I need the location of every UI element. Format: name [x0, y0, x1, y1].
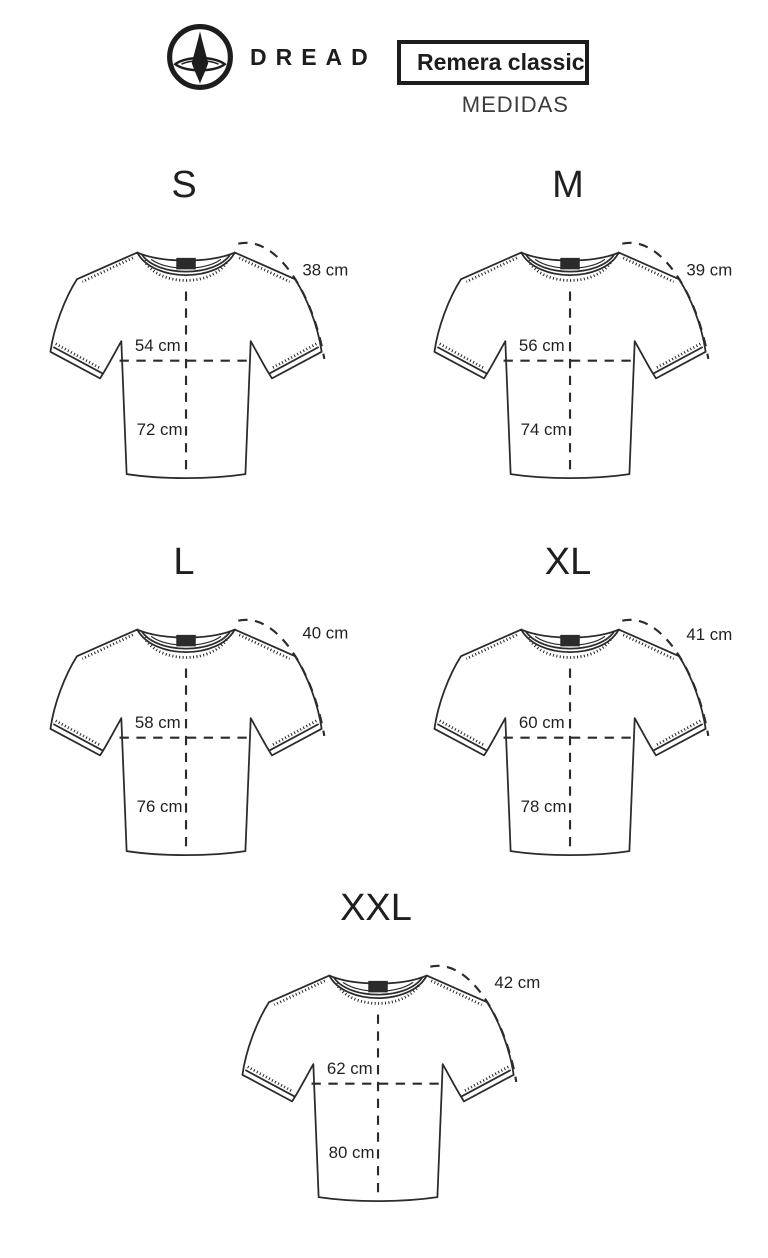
- tshirt-diagram-s: [38, 210, 350, 487]
- size-label-s: S: [171, 164, 197, 206]
- tshirt-diagram-xl: [422, 587, 734, 864]
- medidas-subtitle: MEDIDAS: [461, 92, 569, 117]
- header: [0, 0, 768, 132]
- size-figure-s: [38, 166, 350, 487]
- product-title: Remera classic: [397, 40, 589, 85]
- size-figure-m: [422, 166, 734, 487]
- sleeve-measure: 41 cm: [686, 624, 733, 644]
- width-measure: 56 cm: [518, 335, 565, 355]
- tshirt-diagram-l: [38, 587, 350, 864]
- sleeve-measure: 42 cm: [494, 973, 541, 993]
- length-measure: 74 cm: [520, 420, 567, 440]
- length-measure: 76 cm: [136, 796, 183, 816]
- size-figure-xxl: [230, 889, 542, 1210]
- length-measure: 80 cm: [328, 1143, 375, 1163]
- row-2: [0, 540, 768, 864]
- width-measure: 58 cm: [134, 712, 181, 732]
- brand-text: DREAD: [250, 44, 377, 70]
- size-label-l: L: [173, 540, 195, 583]
- size-label-xl: XL: [544, 540, 592, 583]
- size-figure-xl: [422, 540, 734, 864]
- size-label-m: M: [552, 164, 584, 206]
- tshirt-diagram-xxl: [230, 933, 542, 1210]
- sleeve-measure: 39 cm: [686, 260, 733, 280]
- length-measure: 78 cm: [520, 796, 567, 816]
- row-1: [0, 166, 768, 487]
- tshirt-diagram-m: [422, 210, 734, 487]
- size-chart: [0, 132, 768, 1210]
- width-measure: 60 cm: [518, 712, 565, 732]
- length-measure: 72 cm: [136, 420, 183, 440]
- sleeve-measure: 40 cm: [302, 622, 349, 642]
- row-3: [0, 889, 768, 1210]
- width-measure: 62 cm: [326, 1058, 373, 1078]
- size-label-xxl: XXL: [340, 887, 412, 930]
- width-measure: 54 cm: [134, 335, 181, 355]
- dread-logo-icon: [165, 22, 235, 92]
- sleeve-measure: 38 cm: [302, 260, 349, 280]
- size-figure-l: [38, 540, 350, 864]
